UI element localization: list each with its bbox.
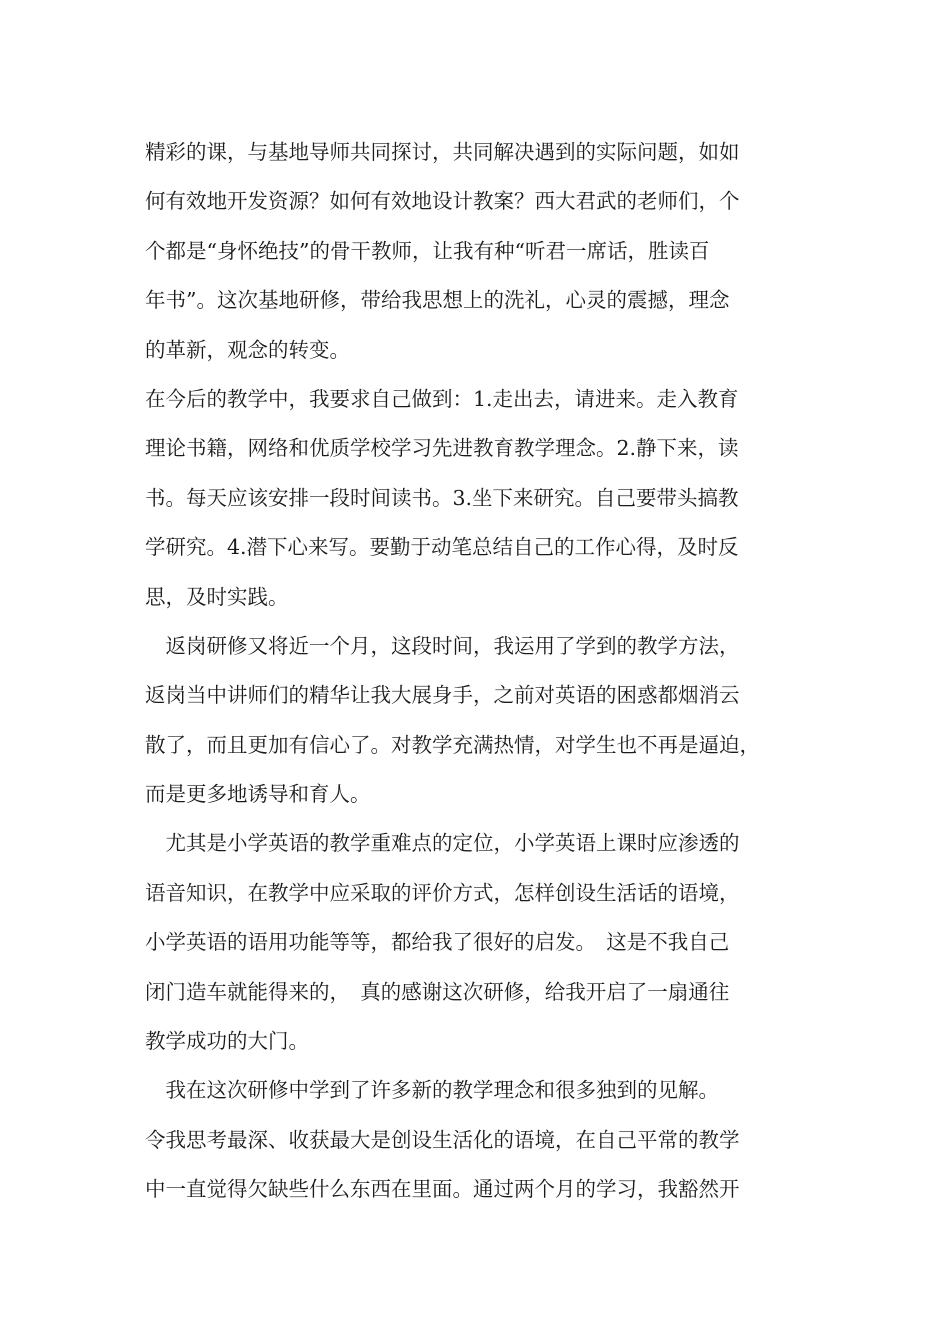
text-line: 闭门造车就能得来的， 真的感谢这次研修，给我开启了一扇通往 bbox=[145, 979, 730, 1004]
text-line: 我在这次研修中学到了许多新的教学理念和很多独到的见解。 bbox=[145, 1078, 719, 1103]
text-line: 语音知识，在教学中应采取的评价方式，怎样创设生活话的语境， bbox=[145, 880, 740, 905]
text-line: 年书”。这次基地研修，带给我思想上的洗礼，心灵的震撼，理念 bbox=[145, 288, 730, 313]
paragraph-return-training bbox=[145, 622, 815, 820]
text-line: 何有效地开发资源？如何有效地设计教案？西大君武的老师们，个 bbox=[145, 189, 740, 214]
paragraph-base-training bbox=[145, 128, 815, 375]
paragraph-future-goals bbox=[145, 375, 815, 622]
text-line: 小学英语的语用功能等等，都给我了很好的启发。 这是不我自己 bbox=[145, 930, 730, 955]
text-line: 散了，而且更加有信心了。对教学充满热情，对学生也不再是逼迫， bbox=[145, 732, 760, 757]
paragraph-english-teaching bbox=[145, 819, 815, 1066]
text-line: 理论书籍，网络和优质学校学习先进教育教学理念。2.静下来，读 bbox=[145, 436, 739, 461]
text-line: 而是更多地诱导和育人。 bbox=[145, 782, 371, 807]
text-line: 书。每天应该安排一段时间读书。3.坐下来研究。自己要带头搞教 bbox=[145, 485, 739, 510]
text-line: 个都是“身怀绝技”的骨干教师，让我有种“听君一席话，胜读百 bbox=[145, 238, 710, 263]
document-body bbox=[145, 128, 815, 1215]
text-line: 精彩的课，与基地导师共同探讨，共同解决遇到的实际问题，如如 bbox=[145, 140, 740, 164]
text-line: 的革新，观念的转变。 bbox=[145, 337, 350, 362]
text-line: 返岗当中讲师们的精华让我大展身手，之前对英语的困惑都烟消云 bbox=[145, 683, 740, 708]
text-line: 教学成功的大门。 bbox=[145, 1029, 309, 1054]
text-line: 思，及时实践。 bbox=[145, 584, 289, 609]
text-line: 尤其是小学英语的教学重难点的定位，小学英语上课时应渗透的 bbox=[145, 831, 740, 856]
text-line: 返岗研修又将近一个月，这段时间，我运用了学到的教学方法， bbox=[145, 633, 740, 658]
text-line: 学研究。4.潜下心来写。要勤于动笔总结自己的工作心得，及时反 bbox=[145, 535, 739, 560]
text-line: 令我思考最深、收获最大是创设生活化的语境，在自己平常的教学 bbox=[145, 1127, 740, 1152]
paragraph-new-concepts bbox=[145, 1066, 815, 1214]
text-line: 中一直觉得欠缺些什么东西在里面。通过两个月的学习，我豁然开 bbox=[145, 1177, 740, 1202]
text-line: 在今后的教学中，我要求自己做到：1.走出去，请进来。走入教育 bbox=[145, 386, 739, 411]
